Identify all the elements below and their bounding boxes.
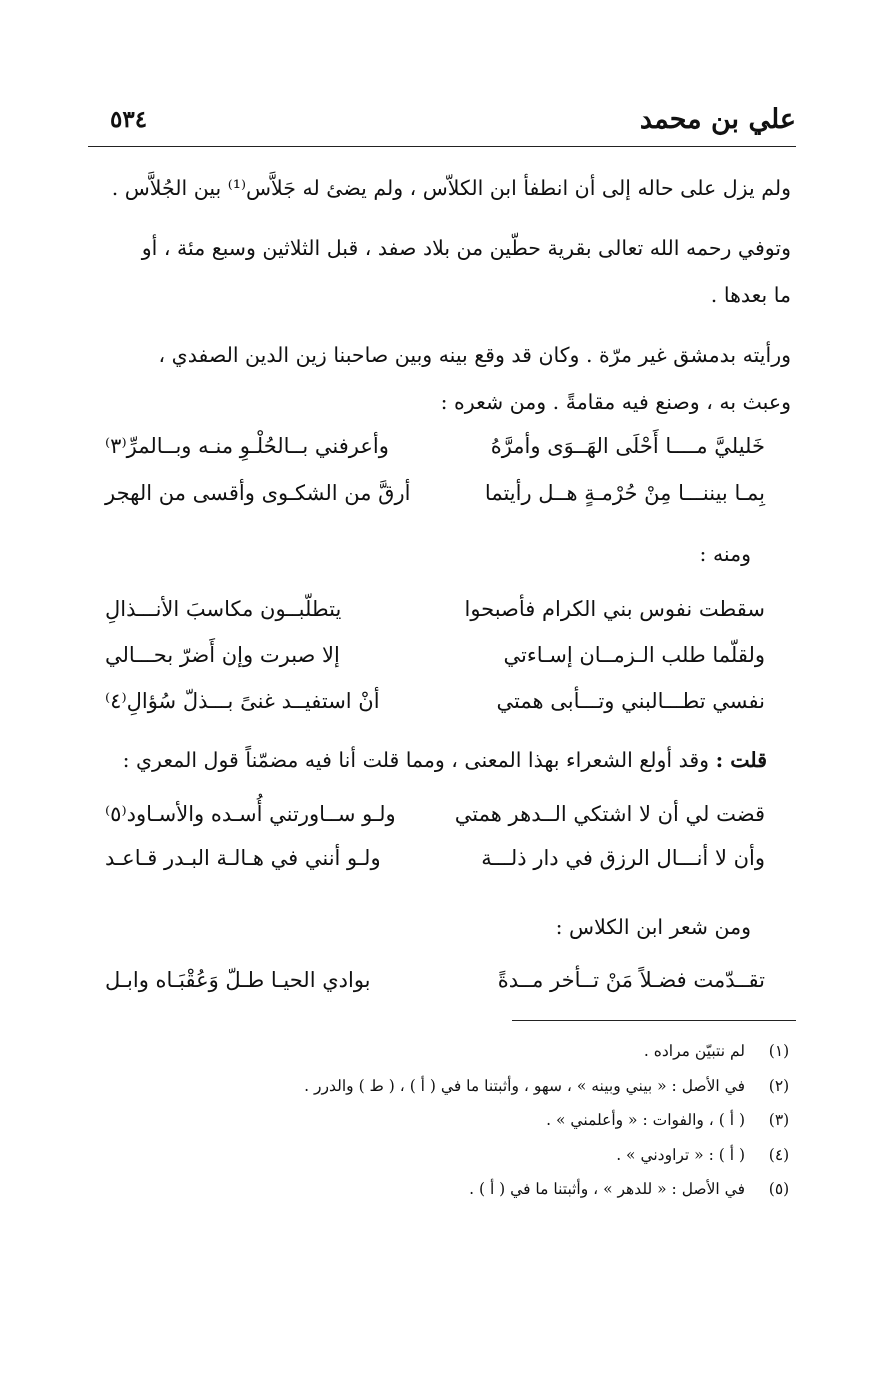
footnote — [157, 1042, 797, 1074]
paragraph-2-line-2: ما بعدها . — [710, 283, 791, 307]
page-header — [88, 104, 796, 147]
footnote-text: في الأصل : « للدهر » ، وأثبتنا ما في ( أ ) . — [469, 1180, 745, 1198]
qultu-paragraph — [123, 748, 767, 772]
hemistich-left: يتطلّبــون مكاسبَ الأنـــذالِ — [105, 597, 342, 621]
hemistich-left: بوادي الحيـا طـلّ وَعُقْبَـاه وابـل — [105, 968, 371, 992]
poem1-verse — [105, 434, 765, 478]
footnote-number: (٥) — [768, 1180, 790, 1198]
poem2-verse — [105, 643, 765, 687]
hemistich-right: وأن لا أنـــال الرزق في دار ذلـــة — [481, 846, 765, 870]
hemistich-right: قضت لي أن لا اشتكي الــدهر همتي — [454, 802, 765, 826]
hemistich-left: ولـو أنني في هـالـة البـدر قـاعـد — [105, 846, 381, 870]
page-number: ٥٣٤ — [110, 106, 148, 133]
poem4-verse — [105, 968, 765, 1012]
poem1-verse — [105, 481, 765, 525]
footnote — [157, 1077, 797, 1109]
hemistich-left: أرقَّ من الشكـوى وأقسى من الهجر — [105, 481, 411, 505]
hemistich-left: إلا صبرت وإن أَضرّ بحـــالي — [105, 643, 340, 667]
section-label-minhu: ومنه : — [699, 542, 751, 566]
poem3-verse — [105, 846, 765, 890]
footnote-number: (١) — [768, 1042, 790, 1060]
paragraph-3-line-1: ورأيته بدمشق غير مرّة . وكان قد وقع بينه وبين صاحبنا زين الدين الصفدي ، — [158, 343, 791, 367]
paragraph-1: ولم يزل على حاله إلى أن انطفأ ابن الكلاّس ، ولم يضئ له جَلاَّس⁽¹⁾ بين الجُلاَّس . — [111, 176, 791, 200]
footnote-text: في الأصل : « بيني وبينه » ، سهو ، وأثبتنا ما في ( أ ) ، ( ط ) والدرر . — [304, 1077, 745, 1095]
hemistich-right: بِمـا بيننـــا مِنْ حُرْمـةٍ هــل رأيتما — [484, 481, 765, 505]
footnote-separator — [512, 1020, 796, 1021]
footnote-text: لم نتبيّن مراده . — [643, 1042, 745, 1060]
hemistich-right: ولقلّما طلب الـزمــان إسـاءتي — [503, 643, 765, 667]
footnote-number: (٤) — [768, 1146, 790, 1164]
poem3-verse — [105, 802, 765, 846]
footnote-number: (٣) — [768, 1111, 790, 1129]
poem2-verse — [105, 597, 765, 641]
footnote — [157, 1111, 797, 1143]
hemistich-right: نفسي تطـــالبني وتـــأبى همتي — [496, 689, 765, 713]
footnote — [157, 1180, 797, 1212]
hemistich-left: وأعرفني بــالحُلْـوِ منـه وبــالمرِّ⁽٣⁾ — [105, 434, 389, 458]
footnote-number: (٢) — [768, 1077, 790, 1095]
footnote-text: ( أ ) ، والفوات : « وأعلمني » . — [546, 1111, 745, 1129]
running-title: علي بن محمد — [639, 104, 796, 135]
qultu-text: وقد أولع الشعراء بهذا المعنى ، ومما قلت أنا فيه مضمّناً قول المعري : — [122, 748, 710, 772]
poem2-verse — [105, 689, 765, 733]
footnote — [157, 1146, 797, 1178]
paragraph-2-line-1: وتوفي رحمه الله تعالى بقرية حطّين من بلاد صفد ، قبل الثلاثين وسبع مئة ، أو — [141, 236, 791, 260]
hemistich-right: تقــدّمت فضـلاً مَنْ تــأخر مــدةً — [497, 968, 765, 992]
hemistich-left: أنْ استفيــد غنىً بـــذلّ سُؤالِ⁽٤⁾ — [105, 689, 380, 713]
hemistich-right: خَليليَّ مــــا أَحْلَى الهَــوَى وأمرَّهُ — [490, 434, 765, 458]
footnote-text: ( أ ) : « تراودني » . — [616, 1146, 745, 1164]
hemistich-right: سقطت نفوس بني الكرام فأصبحوا — [464, 597, 765, 621]
paragraph-3-line-2: وعبث به ، وصنع فيه مقامةً . ومن شعره : — [440, 390, 791, 414]
qultu-lead: قلت : — [715, 748, 767, 772]
section-label-kallas: ومن شعر ابن الكلاس : — [555, 915, 751, 939]
hemistich-left: ولـو ســاورتني أُسـده والأسـاود⁽٥⁾ — [105, 802, 396, 826]
